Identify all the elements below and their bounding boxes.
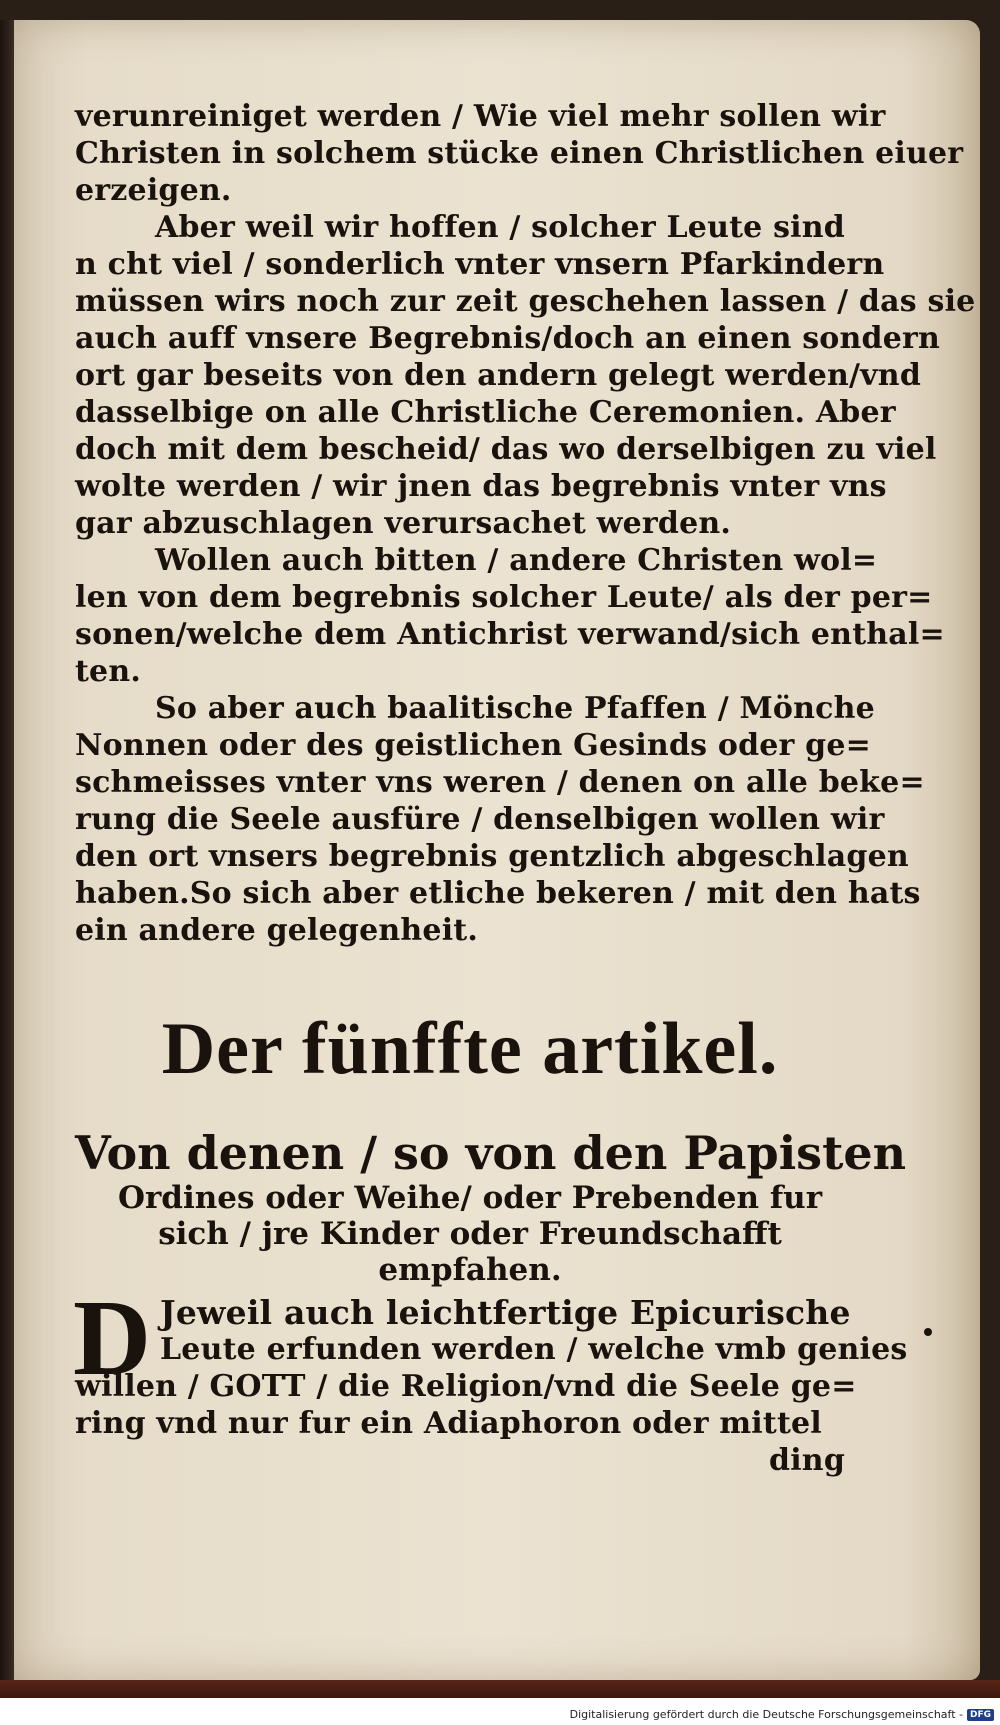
digitization-footer [570, 1708, 994, 1721]
text-line: wolte werden / wir jnen das begrebnis vnter vns [75, 469, 887, 504]
dfg-logo: DFG [967, 1709, 994, 1721]
text-line: rung die Seele ausfüre / denselbigen wollen wir [75, 802, 885, 837]
text-line: So aber auch baalitische Pfaffen / Mönche [155, 691, 875, 726]
text-line: Aber weil wir hoffen / solcher Leute sind [155, 210, 845, 245]
text-line: Wollen auch bitten / andere Christen wol= [155, 543, 878, 578]
paragraph-3 [75, 542, 945, 690]
text-line: Nonnen oder des geistlichen Gesinds oder ge= [75, 728, 871, 763]
text-line: sonen/welche dem Antichrist verwand/sich enthal= [75, 617, 945, 652]
text-line: den ort vnsers begrebnis gentzlich abgeschlagen [75, 839, 909, 874]
text-line: ort gar beseits von den andern gelegt werden/vnd [75, 358, 921, 393]
text-line: auch auff vnsere Begrebnis/doch an einen sondern [75, 321, 941, 356]
book-spine [0, 20, 14, 1680]
page-text [73, 98, 976, 1479]
catchword: ding [769, 1443, 845, 1478]
text-line: müssen wirs noch zur zeit geschehen lassen / das sie [75, 284, 976, 319]
paragraph-1 [75, 98, 964, 209]
text-line: ten. [75, 654, 142, 689]
subheading-line: Ordines oder Weihe/ oder Prebenden fur [117, 1180, 823, 1216]
paragraph-2 [75, 209, 976, 542]
text-line: willen / GOTT / die Religion/vnd die Seele ge= [75, 1369, 857, 1404]
footer-text: Digitalisierung gefördert durch die Deutsche Forschungsgemeinschaft - [569, 1708, 963, 1721]
decorated-initial: D [73, 1279, 151, 1398]
text-line: n cht viel / sonderlich vnter vnsern Pfarkindern [75, 247, 885, 282]
text-line: verunreiniget werden / Wie viel mehr sollen wir [75, 99, 886, 134]
text-line: gar abzuschlagen verursachet werden. [75, 506, 732, 541]
subheading-main: Von denen / so von den Papisten [75, 1126, 907, 1180]
text-line: haben.So sich aber etliche bekeren / mit den hats [75, 876, 921, 911]
text-line: Christen in solchem stücke einen Christlichen eiuer [75, 136, 964, 171]
final-paragraph [73, 1279, 908, 1479]
article-heading: Der fünffte artikel. [161, 1008, 779, 1090]
cover-edge [0, 1680, 1000, 1698]
subheading-line: empfahen. [378, 1252, 562, 1288]
text-line: doch mit dem bescheid/ das wo derselbigen zu viel [75, 432, 937, 467]
text-line: ein andere gelegenheit. [75, 913, 479, 948]
text-line: Jeweil auch leichtfertige Epicurische [160, 1293, 851, 1332]
text-line: len von dem begrebnis solcher Leute/ als der per= [75, 580, 933, 615]
text-line: ring vnd nur fur ein Adiaphoron oder mittel [75, 1406, 822, 1441]
text-line: dasselbige on alle Christliche Ceremonien. Aber [75, 395, 896, 430]
paragraph-4 [75, 690, 925, 949]
subheading-line: sich / jre Kinder oder Freundschafft [158, 1216, 782, 1252]
text-line: Leute erfunden werden / welche vmb genies [160, 1332, 908, 1367]
ink-spot [924, 1328, 932, 1336]
article-subheading [75, 1126, 907, 1288]
text-line: erzeigen. [75, 173, 232, 208]
text-line: schmeisses vnter vns weren / denen on alle beke= [75, 765, 925, 800]
